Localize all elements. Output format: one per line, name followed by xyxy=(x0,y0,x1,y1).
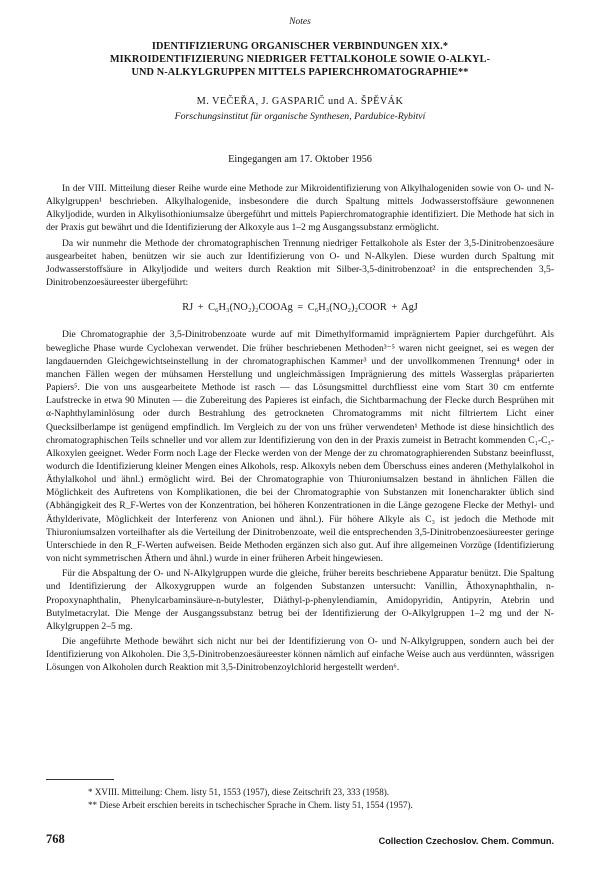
footnotes xyxy=(46,786,554,811)
page-number: 768 xyxy=(46,832,65,846)
title-line-2: MIKROIDENTIFIZIERUNG NIEDRIGER FETTALKOHOLE SOWIE O-ALKYL- xyxy=(109,54,491,65)
paragraph-4: Für die Abspaltung der O- und N-Alkylgruppen wurde die gleiche, früher bereits beschriebene Apparatur benützt. Die Spaltung und Identifizierung der Alkoxygruppen wurde an folgenden Substanzen untersucht: Vanillin, Äthoxynaphthalin, n-Propoxynaphthalin, Phenylcarbaminsäure-n-butylester, Diäthyl-p-phenylendiamin, Amidopyridin, Antipyrin, Atebrin und Butylmetacrylat. Die Menge der Ausgangssubstanz betrug bei der Identifizierung der O-Alkylgruppen 1–2 mg und der N-Alkylgruppen 2–5 mg. xyxy=(46,568,554,632)
article-title xyxy=(40,40,560,79)
title-line-1: IDENTIFIZIERUNG ORGANISCHER VERBINDUNGEN XIX.* xyxy=(151,41,449,52)
paragraph-2: Da wir nunmehr die Methode der chromatographischen Trennung niedriger Fettalkohole als Ester der 3,5-Dinitrobenzoesäure ausgearbeitet haben, benützen wir sie auch zur Identifizierung von O- und N-Alkylen. Diese wurden durch Spaltung mit Jodwasserstoffsäure in Alkyljodide und weiters durch Reaktion mit Silber-3,5-dinitrobenzoat² in die entsprechenden 3,5-Dinitrobenzoesäureester übergeführt: xyxy=(46,237,554,289)
footnote-rule xyxy=(46,779,114,780)
paragraph-3: Die Chromatographie der 3,5-Dinitrobenzoate wurde auf mit Dimethylformamid imprägniertem Papier durchgeführt. Als bewegliche Phase wurde Cyclohexan verwendet. Die früher beschriebenen Methoden³⁻⁵ waren nicht geeignet, sei es wegen der langdauernden Gleichgewichtseinstellung in der chromatographischen Kammer³ und der unvollkommenen Trennung⁴ oder in manchen Fällen wegen der mühsamen Herstellung und ungleichmässigen Imprägnierung des mittels Wasserglas präparierten Papiers⁵. Die von uns ausgearbeitete Methode ist rasch — das Lösungsmittel durchfliesst eine vom Start 30 cm entfernte Laufstrecke in etwa 90 Minuten — die Zubereitung des Papieres ist einfach, die Sichtbarmachung der Flecke durch Besprühen mit α-Naphthylaminlösung oder durch Bestrahlung des getrockneten Chromatogramms mit nicht filtriertem Licht einer Quecksilberlampe ist genügend empfindlich. Im Vergleich zu der von uns früher verwendeten¹ Methode ist diese hinsichtlich des chromatographischen Teils schneller und vor allem zur Identifizierung von den in der Praxis zumeist in Betracht kommenden C₁-C₃-Alkoxylen geeignet. Weder Form noch Lage der Flecke werden von der Menge der zu chromatographierenden Substanz beeinflusst, wodurch die Identifizierung kleiner Mengen eines Alkohols, resp. Alkoxyls neben dem Überschuss eines anderen (Methylalkohol in Äthylalkohol und ähnl.) ermöglicht wird. Bei der Chromatographie von Thiuroniumsalzen bestand in ähnlichen Fällen die Möglichkeit des Auftretens von Komplikationen, die bei der Chromatographie von Substanzen mit Ionencharakter üblich sind (Abhängigkeit des R_F-Wertes von der Konzentration, bei höheren Konzentrationen in die Länge gezogene Flecke der Methyl- und Äthylderivate, Möglichkeit der Interferenz von Anionen und ähnl.). Für höhere Alkyle als C₃ ist jedoch die Methode mit Thiuroniumsalzen vorteilhafter als die Verteilung der Dinitrobenzoate, weil die entsprechenden 3,5-Dinitrobenzoesäureester geringe Unterschiede in den R_F-Werten aufweisen. Beide Methoden ergänzen sich also gut. Auf ihre allgemeinen Vorzüge (Identifizierung von nicht symmetrischen Äthern und ähnl.) wurde in einer früheren Arbeit hingewiesen. xyxy=(46,329,554,565)
paragraph-1: In der VIII. Mitteilung dieser Reihe wurde eine Methode zur Mikroidentifizierung von Alkylhalogeniden sowie von O- und N-Alkylgruppen¹ beschrieben. Alkylhalogenide, insbesondere die durch Spaltung mittels Jodwasserstoffsäure gewonnenen Alkyljodide, wurden in Alkylisothioniumsalze übergeführt und mittels Papierchromatographie identifiziert. Die Methode hat sich in der Praxis gut bewährt und die Identifizierung der Alkoxyle aus 1–2 mg Ausgangssubstanz ermöglicht. xyxy=(46,183,554,234)
article-body xyxy=(46,182,554,676)
footnote-2: ** Diese Arbeit erschien bereits in tschechischer Sprache in Chem. listy 51, 1554 (1957). xyxy=(88,799,413,810)
running-head: Notes xyxy=(289,17,311,27)
footnote-1: * XVIII. Mitteilung: Chem. listy 51, 1553 (1957), diese Zeitschrift 23, 333 (1958). xyxy=(88,787,390,797)
reaction-equation: RJ + C₆H₃(NO₂)₂COOAg = C₆H₃(NO₂)₂COOR + AgJ xyxy=(182,302,418,314)
authors: M. VEČEŘA, J. GASPARIČ und A. ŠPĚVÁK xyxy=(196,96,404,107)
institute: Forschungsinstitut für organische Synthesen, Pardubice-Rybitví xyxy=(174,111,426,122)
paragraph-5: Die angeführte Methode bewährt sich nicht nur bei der Identifizierung von O- und N-Alkylgruppen, sondern auch bei der Identifizierung von Alkoholen. Die 3,5-Dinitrobenzoesäureester können nämlich auf einfache Weise auch aus verdünnten, wässrigen Lösungen von Alkoholen durch Reaktion mit 3,5-Dinitrobenzoylchlorid hergestellt werden⁶. xyxy=(46,636,554,674)
journal-name: Collection Czechoslov. Chem. Commun. xyxy=(378,836,554,846)
received-date: Eingegangen am 17. Oktober 1956 xyxy=(228,154,372,165)
title-line-3: UND N-ALKYLGRUPPEN MITTELS PAPIERCHROMATOGRAPHIE** xyxy=(131,67,469,78)
